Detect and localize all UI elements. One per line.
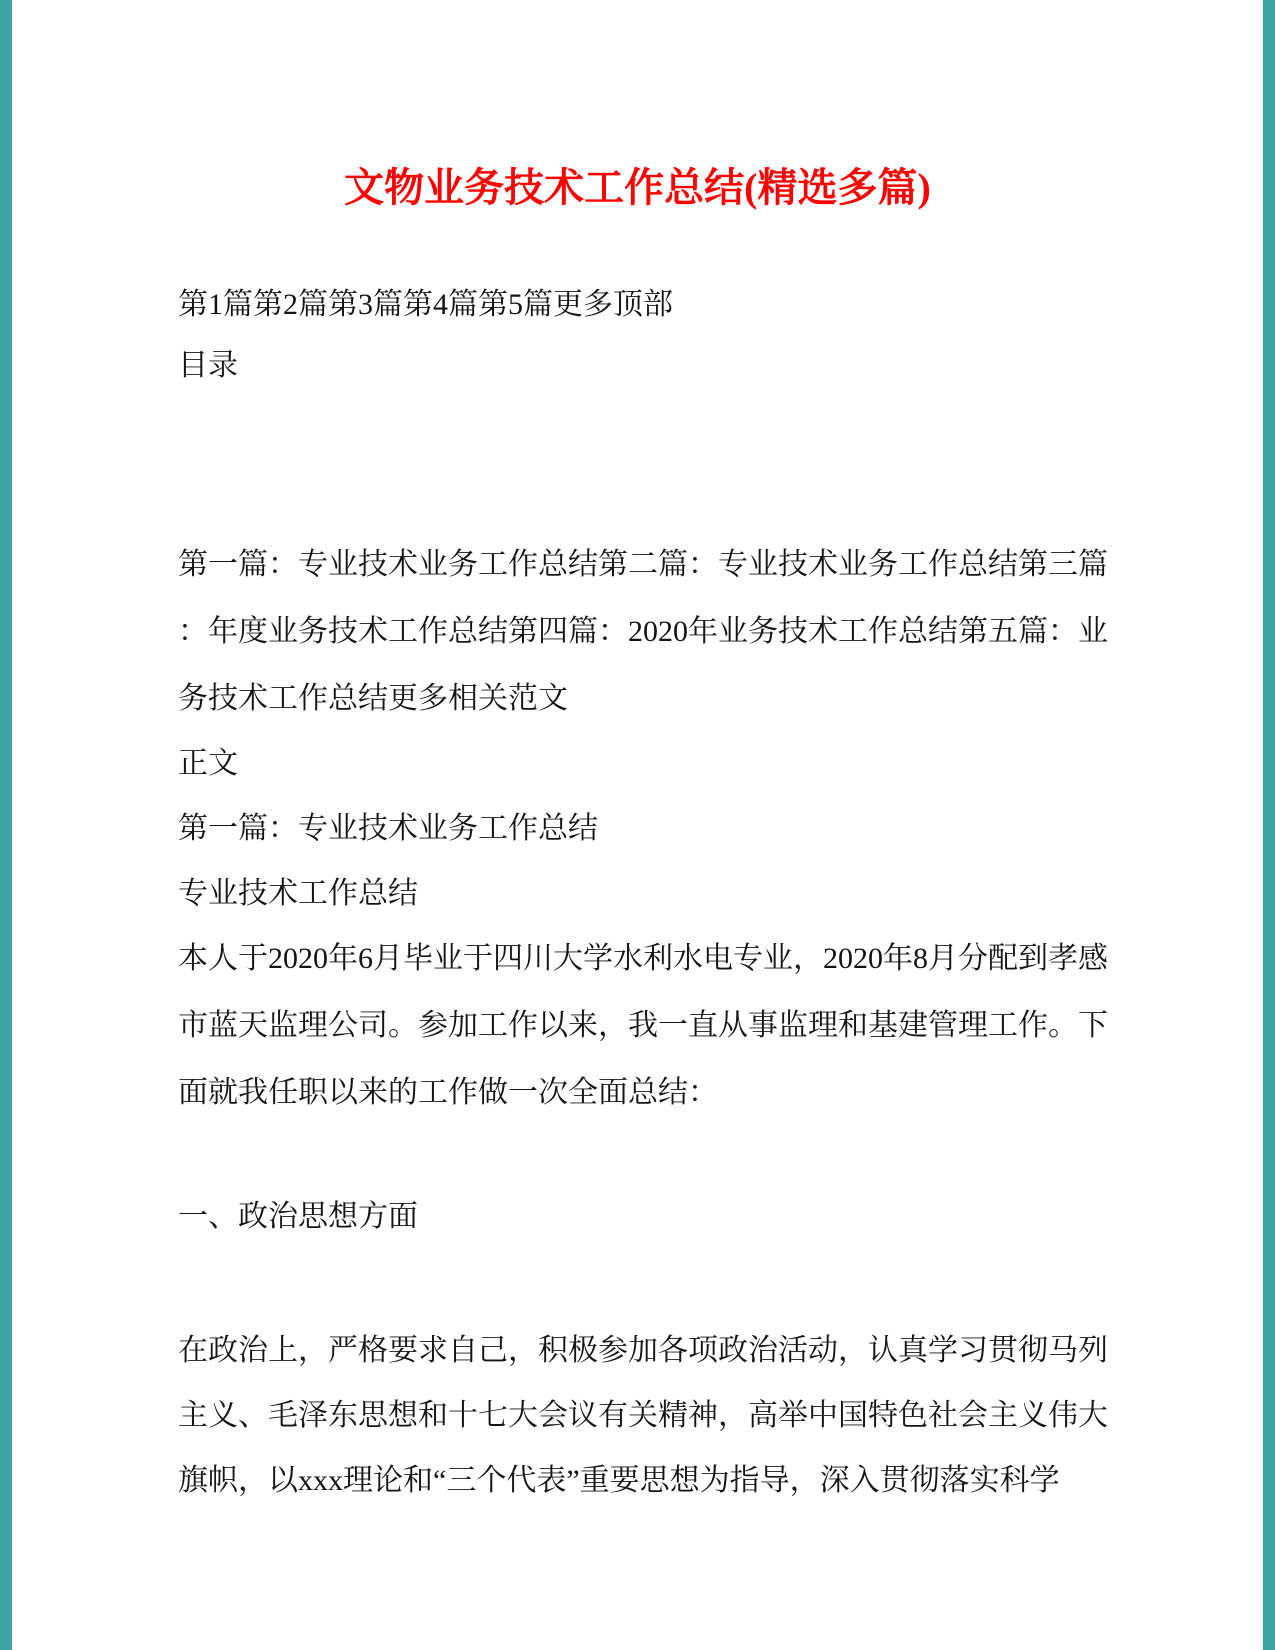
catalog-line: ：年度业务技术工作总结第四篇：2020年业务技术工作总结第五篇：业 [178, 615, 1108, 648]
intro-paragraph-line: 本人于2020年6月毕业于四川大学水利水电专业，2020年8月分配到孝感 [178, 942, 1108, 975]
document-title: 文物业务技术工作总结(精选多篇) [344, 165, 931, 210]
right-border-stripe [1263, 0, 1275, 1650]
section-paragraph-line: 主义、毛泽东思想和十七大会议有关精神，高举中国特色社会主义伟大 [178, 1399, 1108, 1432]
section-heading: 一、政治思想方面 [178, 1200, 418, 1233]
left-border-stripe [0, 0, 12, 1650]
pagination-links-line[interactable]: 第1篇第2篇第3篇第4篇第5篇更多顶部 [178, 288, 673, 321]
intro-paragraph-line: 面就我任职以来的工作做一次全面总结： [178, 1076, 718, 1109]
part-heading: 第一篇：专业技术业务工作总结 [178, 812, 598, 845]
catalog-line: 第一篇：专业技术业务工作总结第二篇：专业技术业务工作总结第三篇 [178, 548, 1108, 581]
section-paragraph-line: 旗帜，以xxx理论和“三个代表”重要思想为指导，深入贯彻落实科学 [178, 1464, 1060, 1497]
part-subheading: 专业技术工作总结 [178, 877, 418, 910]
body-label: 正文 [178, 747, 238, 780]
catalog-line: 务技术工作总结更多相关范文 [178, 682, 568, 715]
intro-paragraph-line: 市蓝天监理公司。参加工作以来，我一直从事监理和基建管理工作。下 [178, 1009, 1108, 1042]
section-paragraph-line: 在政治上，严格要求自己，积极参加各项政治活动，认真学习贯彻马列 [178, 1334, 1108, 1367]
toc-label: 目录 [178, 349, 238, 382]
